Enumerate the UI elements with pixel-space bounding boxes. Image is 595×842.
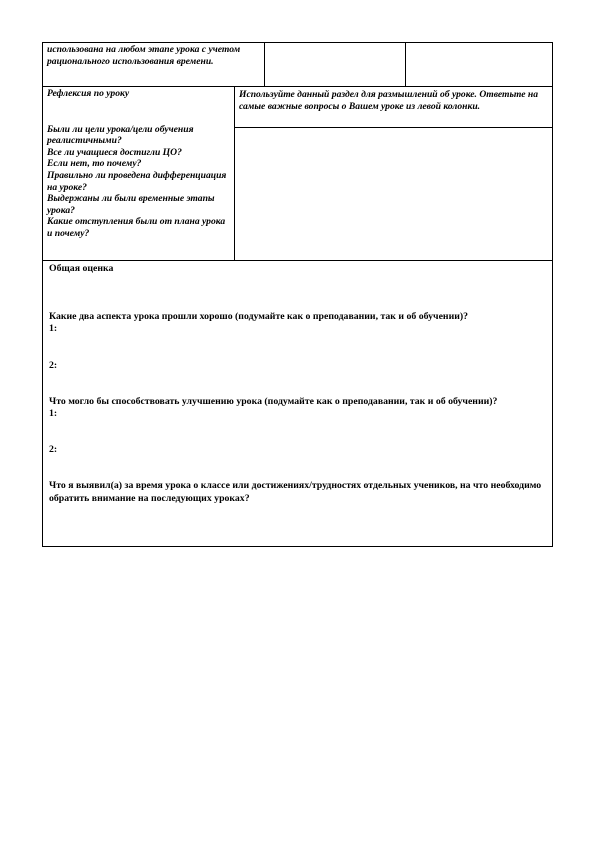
empty-cell-2 — [406, 43, 552, 86]
reflection-question-why-not: Если нет, то почему? — [47, 158, 142, 170]
reflection-question-deviations: Какие отступления были от плана урока и почему? — [47, 216, 226, 239]
overall-assessment-title: Общая оценка — [49, 263, 114, 274]
reflection-question-goals: Были ли цели урока/цели обучения реалистичными? — [47, 123, 194, 147]
reflection-questions-cell — [43, 87, 235, 260]
question-good-aspects: Какие два аспекта урока прошли хорошо (подумайте как о преподавании, так и об обучении)? — [49, 311, 469, 323]
reflection-notes-cell — [235, 87, 552, 260]
time-usage-cell — [43, 43, 265, 86]
reflection-question-differentiation: Правильно ли проведена дифференциация на уроке? — [47, 169, 227, 193]
reflection-title: Рефлексия по уроку — [47, 88, 130, 99]
reflection-question-achieved: Все ли учащиеся достигли ЦО? — [47, 146, 182, 158]
good-aspect-2: 2: — [49, 359, 58, 371]
improvement-2: 2: — [49, 444, 58, 456]
reflection-instructions-text: Используйте данный раздел для размышлений об уроке. Ответьте на самые важные вопросы о Вашем уроке из левой колонки. — [239, 89, 539, 112]
good-aspect-1: 1: — [49, 323, 58, 335]
reflection-question-timing: Выдержаны ли были временные этапы урока? — [47, 193, 215, 216]
table-row-reflection — [42, 87, 553, 261]
table-row-time-usage — [42, 42, 553, 87]
improvement-1: 1: — [49, 408, 58, 420]
question-class-observations: Что я выявил(а) за время урока о классе или достижениях/трудностях отдельных учеников, на что необходимо обратить внимание на последующих уроках? — [49, 480, 542, 504]
table-row-overall-assessment — [42, 261, 553, 547]
reflection-notes-area[interactable] — [235, 128, 552, 260]
question-improvements: Что могло бы способствовать улучшению урока (подумайте как о преподавании, так и об обучении)? — [49, 395, 498, 407]
time-usage-text: использована на любом этапе урока с учетом рационального использования времени. — [47, 44, 241, 67]
empty-cell-1 — [265, 43, 406, 86]
overall-assessment-cell — [43, 261, 552, 546]
lesson-plan-table — [42, 42, 553, 547]
reflection-instructions — [235, 87, 552, 128]
